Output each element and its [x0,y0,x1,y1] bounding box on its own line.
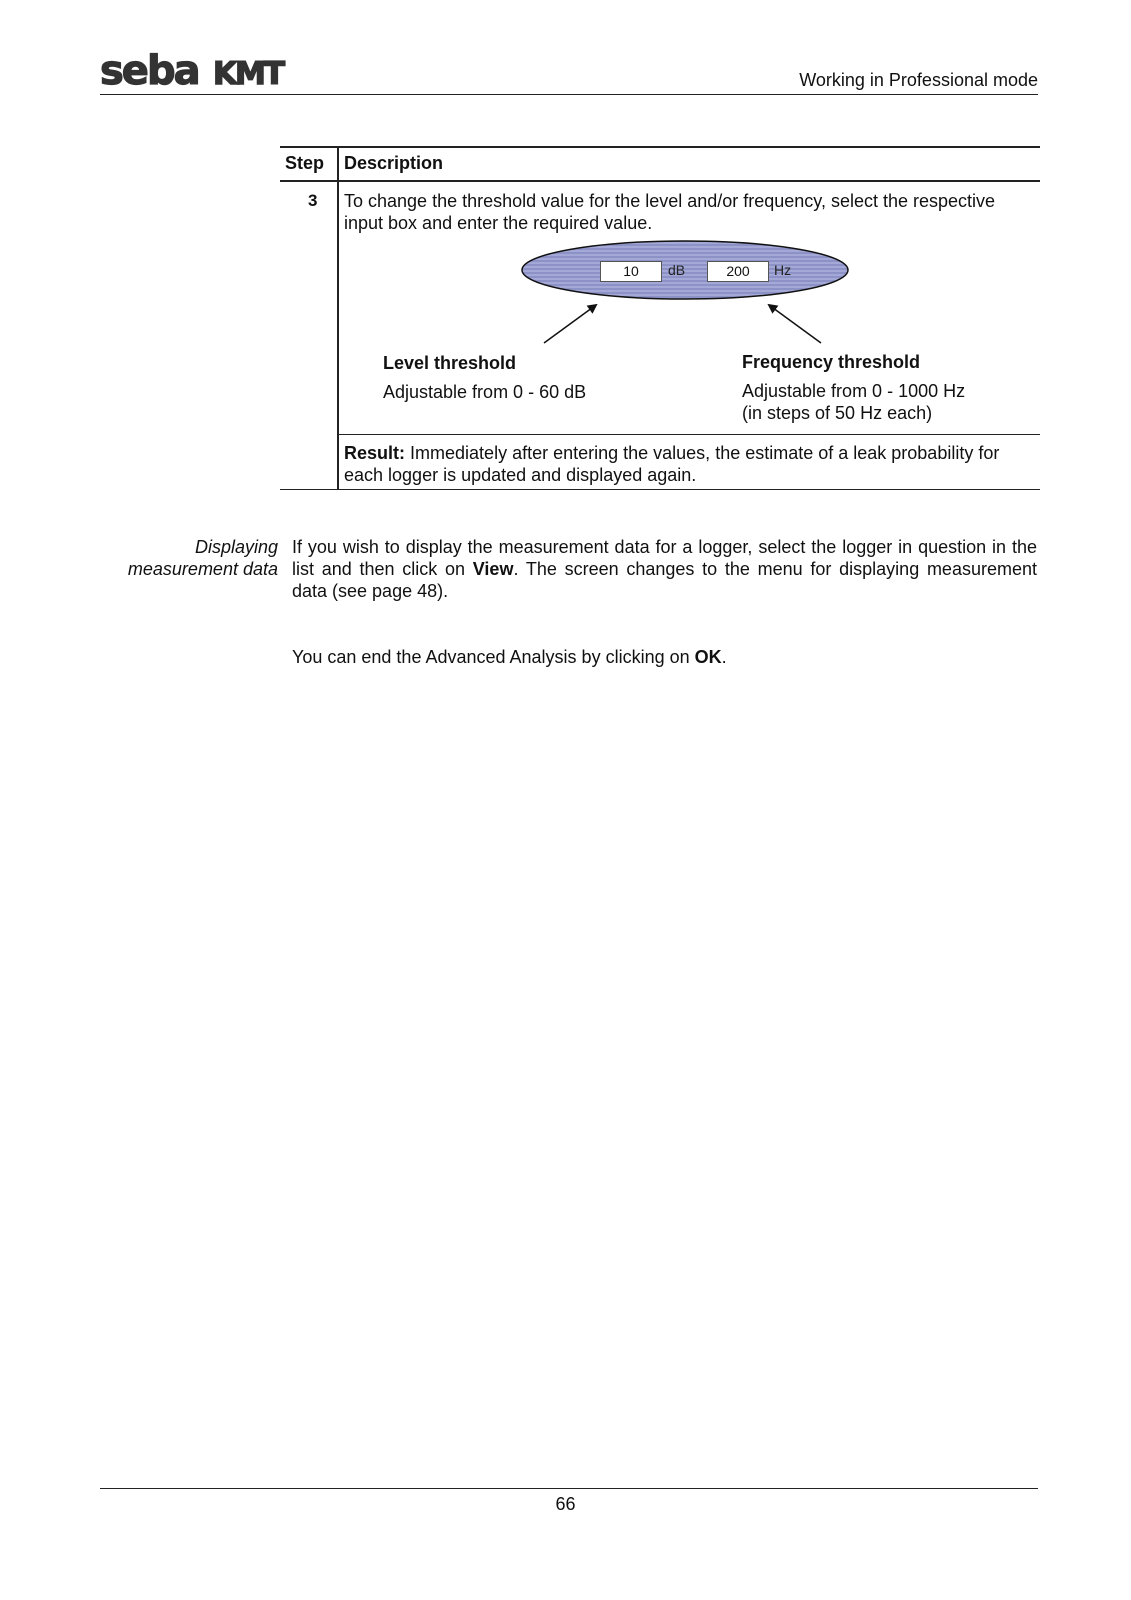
ok-keyword: OK [694,647,722,667]
svg-text:KMT: KMT [213,56,284,92]
sebakmt-logo [100,44,310,94]
para-text-2: . The screen changes to the menu for displaying measurement data (see page 48). [292,559,1037,601]
result-text [344,442,1034,486]
page-number: 66 [555,1494,576,1514]
display-data-paragraph [292,536,1037,602]
col-header-description: Description [344,153,444,173]
frequency-threshold-title: Frequency threshold [742,352,921,372]
level-threshold-title: Level threshold [383,353,517,373]
frequency-arrow [769,305,821,343]
result-label: Result: [344,443,406,463]
level-threshold-desc: Adjustable from 0 - 60 dB [383,382,587,402]
svg-text:seba: seba [100,48,199,94]
para-text-1: If you wish to display the measurement data for a logger, select the logger in question in the list and then click on [292,537,1037,579]
end-text-2: . [721,647,727,667]
threshold-figure [287,146,1040,490]
frequency-threshold-desc-1: Adjustable from 0 - 1000 Hz [742,381,966,401]
side-label-line-1: Displaying [194,537,278,557]
threshold-figure-graphic [287,146,1040,490]
end-text-1: You can end the Advanced Analysis by clicking on [292,647,695,667]
steps-table [287,146,1040,490]
col-header-step: Step [285,153,325,173]
level-input[interactable]: 10 [600,261,662,282]
step-text: To change the threshold value for the level and/or frequency, select the respective input box and enter the required value. [344,191,996,233]
level-unit-label: dB [668,262,686,278]
frequency-input[interactable]: 200 [707,261,769,282]
step-number: 3 [308,191,318,210]
view-keyword: View [472,559,514,579]
end-analysis-paragraph [292,647,727,668]
footer-rule [100,1488,1038,1489]
frequency-threshold-desc-2: (in steps of 50 Hz each) [742,403,933,423]
header-title: Working in Professional mode [799,70,1038,90]
side-label-line-2: measurement data [127,559,278,579]
result-body: Immediately after entering the values, the estimate of a leak probability for each logger is updated and displayed again. [344,443,1000,485]
frequency-unit-label: Hz [774,262,792,278]
level-arrow [544,305,596,343]
header-rule [100,94,1038,95]
side-label [128,536,278,580]
